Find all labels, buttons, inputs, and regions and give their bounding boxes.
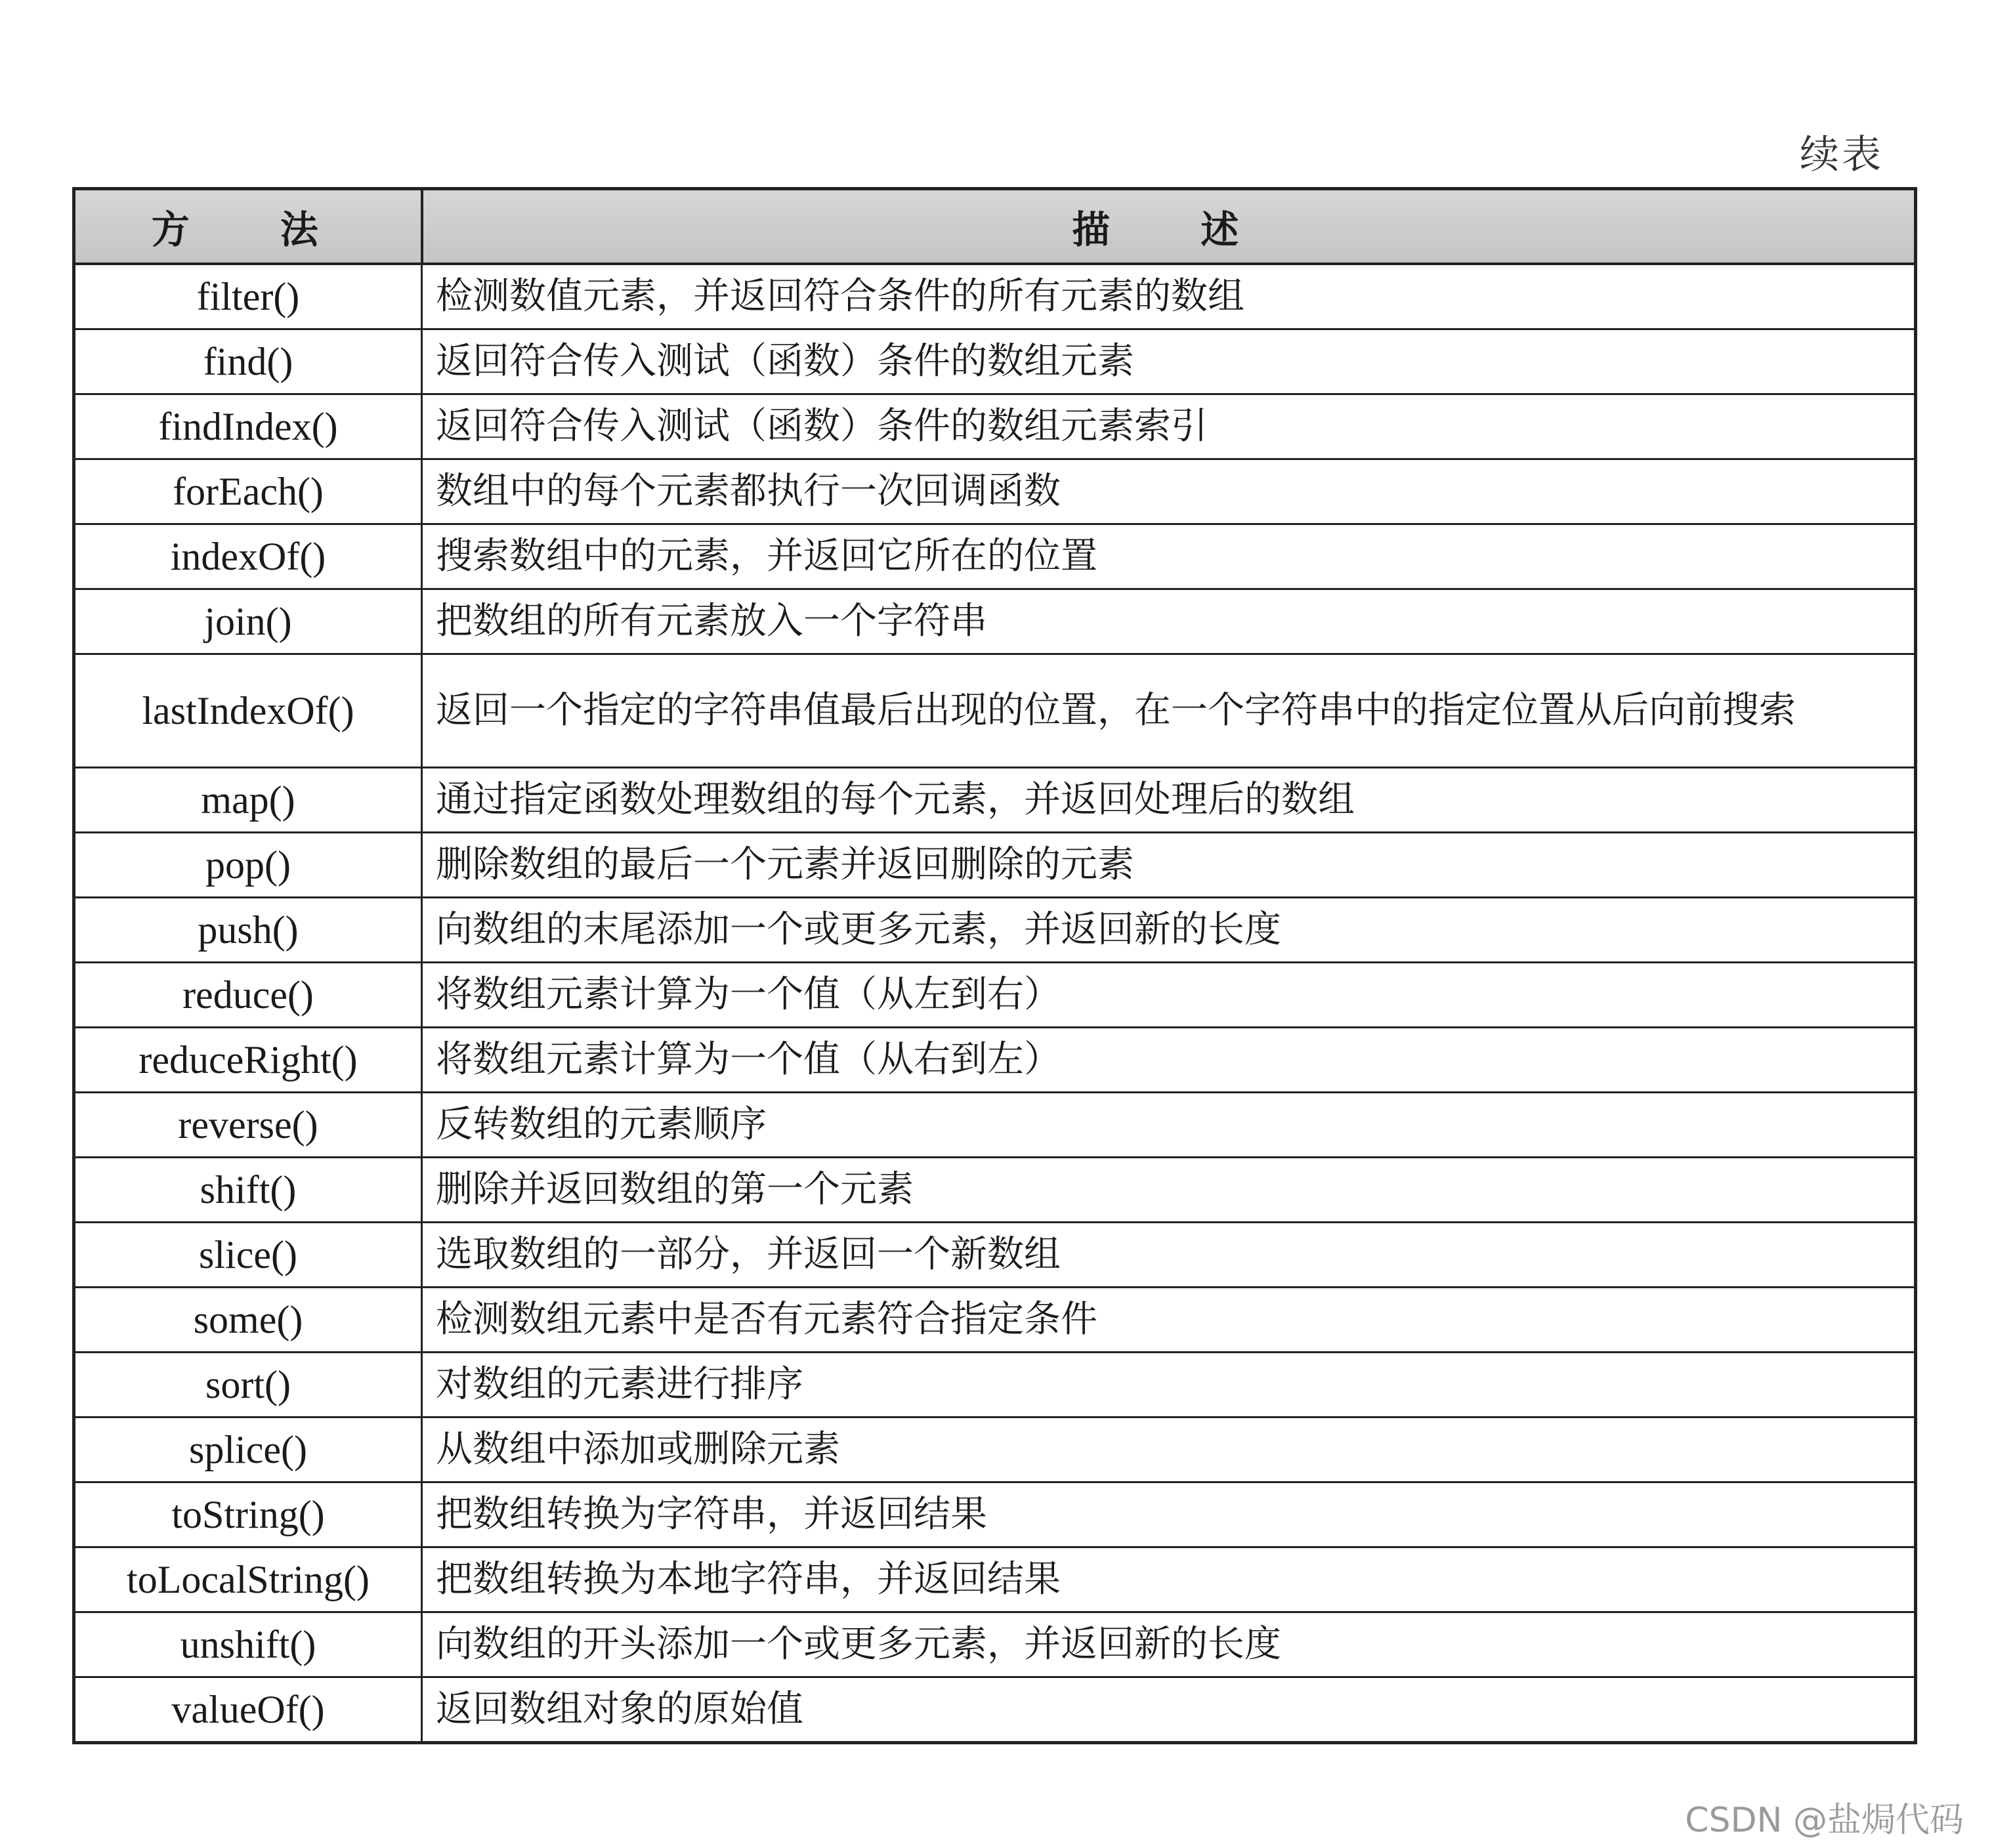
method-cell: findIndex()	[74, 394, 422, 459]
table-row	[74, 1158, 1916, 1223]
method-cell: indexOf()	[74, 524, 422, 589]
method-cell: forEach()	[74, 459, 422, 524]
array-methods-table	[72, 187, 1917, 1744]
table-row	[74, 963, 1916, 1028]
method-cell: toString()	[74, 1482, 422, 1547]
description-cell: 将数组元素计算为一个值（从右到左）	[422, 1028, 1916, 1093]
description-cell: 删除数组的最后一个元素并返回删除的元素	[422, 833, 1916, 898]
table-row	[74, 1547, 1916, 1612]
table-header-row	[74, 189, 1916, 264]
method-cell: reverse()	[74, 1093, 422, 1158]
description-cell: 返回一个指定的字符串值最后出现的位置，在一个字符串中的指定位置从后向前搜索	[422, 654, 1916, 768]
description-cell: 把数组转换为本地字符串，并返回结果	[422, 1547, 1916, 1612]
table-row	[74, 524, 1916, 589]
table-row	[74, 1482, 1916, 1547]
table-row	[74, 1223, 1916, 1288]
table-row	[74, 654, 1916, 768]
description-cell: 向数组的末尾添加一个或更多元素，并返回新的长度	[422, 898, 1916, 963]
table-row	[74, 264, 1916, 329]
description-cell: 返回符合传入测试（函数）条件的数组元素	[422, 329, 1916, 394]
header-method: 方 法	[74, 189, 422, 264]
table-row	[74, 1093, 1916, 1158]
method-cell: sort()	[74, 1353, 422, 1418]
method-cell: reduceRight()	[74, 1028, 422, 1093]
method-cell: lastIndexOf()	[74, 654, 422, 768]
description-cell: 数组中的每个元素都执行一次回调函数	[422, 459, 1916, 524]
description-cell: 检测数组元素中是否有元素符合指定条件	[422, 1288, 1916, 1353]
method-cell: push()	[74, 898, 422, 963]
method-cell: splice()	[74, 1418, 422, 1482]
description-cell: 向数组的开头添加一个或更多元素，并返回新的长度	[422, 1612, 1916, 1677]
description-cell: 删除并返回数组的第一个元素	[422, 1158, 1916, 1223]
table-row	[74, 1028, 1916, 1093]
table-row	[74, 1612, 1916, 1677]
method-cell: slice()	[74, 1223, 422, 1288]
table-row	[74, 768, 1916, 833]
table-row	[74, 1677, 1916, 1743]
table-row	[74, 1353, 1916, 1418]
method-cell: find()	[74, 329, 422, 394]
table-row	[74, 459, 1916, 524]
table-row	[74, 1418, 1916, 1482]
description-cell: 返回符合传入测试（函数）条件的数组元素索引	[422, 394, 1916, 459]
description-cell: 返回数组对象的原始值	[422, 1677, 1916, 1743]
table-row	[74, 898, 1916, 963]
method-cell: filter()	[74, 264, 422, 329]
method-cell: shift()	[74, 1158, 422, 1223]
method-cell: toLocalString()	[74, 1547, 422, 1612]
method-cell: unshift()	[74, 1612, 422, 1677]
description-cell: 搜索数组中的元素，并返回它所在的位置	[422, 524, 1916, 589]
table-row	[74, 833, 1916, 898]
header-description: 描 述	[422, 189, 1916, 264]
description-cell: 检测数值元素，并返回符合条件的所有元素的数组	[422, 264, 1916, 329]
description-cell: 把数组的所有元素放入一个字符串	[422, 589, 1916, 654]
method-cell: join()	[74, 589, 422, 654]
table-row	[74, 1288, 1916, 1353]
continued-label: 续表	[1800, 132, 1884, 178]
description-cell: 对数组的元素进行排序	[422, 1353, 1916, 1418]
description-cell: 通过指定函数处理数组的每个元素，并返回处理后的数组	[422, 768, 1916, 833]
watermark: CSDN @盐焗代码	[1685, 1801, 1964, 1840]
method-cell: reduce()	[74, 963, 422, 1028]
method-cell: some()	[74, 1288, 422, 1353]
description-cell: 反转数组的元素顺序	[422, 1093, 1916, 1158]
description-cell: 选取数组的一部分，并返回一个新数组	[422, 1223, 1916, 1288]
description-cell: 从数组中添加或删除元素	[422, 1418, 1916, 1482]
method-cell: valueOf()	[74, 1677, 422, 1743]
description-cell: 将数组元素计算为一个值（从左到右）	[422, 963, 1916, 1028]
table-row	[74, 329, 1916, 394]
table-row	[74, 589, 1916, 654]
table-row	[74, 394, 1916, 459]
description-cell: 把数组转换为字符串，并返回结果	[422, 1482, 1916, 1547]
method-cell: map()	[74, 768, 422, 833]
method-cell: pop()	[74, 833, 422, 898]
